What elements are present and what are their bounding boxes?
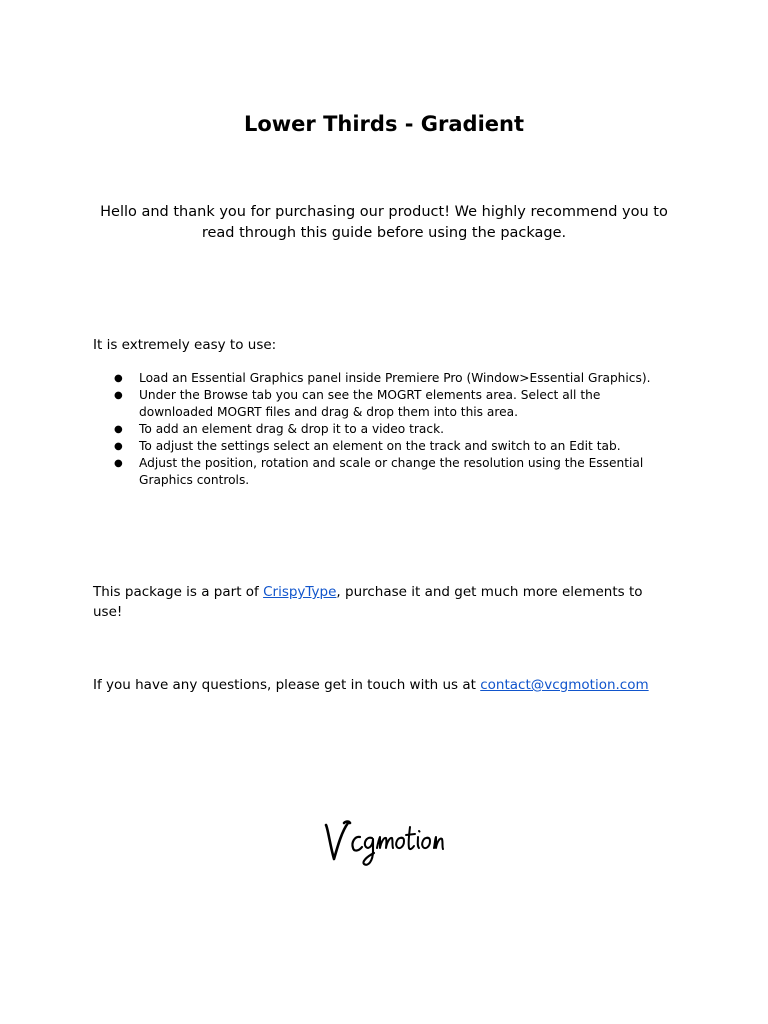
logo-signature-stroke	[352, 837, 362, 851]
steps-list	[93, 370, 678, 489]
package-paragraph	[93, 583, 673, 622]
list-item	[93, 421, 678, 438]
contact-email-link[interactable]: contact@vcgmotion.com	[480, 677, 649, 693]
logo-signature-stroke	[406, 827, 415, 849]
package-text-prefix: This package is a part of	[93, 584, 264, 600]
crispytype-link[interactable]: CrispyType	[263, 584, 337, 600]
step-text: Adjust the position, rotation and scale or change the resolution using the Essential Graphics controls.	[139, 456, 644, 487]
logo-signature-stroke	[326, 822, 350, 860]
bullet-icon: ●	[114, 424, 123, 435]
contact-text-prefix: If you have any questions, please get in touch with us at	[93, 677, 481, 693]
step-text: Load an Essential Graphics panel inside Premiere Pro (Window>Essential Graphics).	[139, 371, 651, 385]
bullet-icon: ●	[114, 373, 123, 384]
vcgmotion-logo	[322, 815, 444, 871]
list-item	[93, 438, 678, 455]
package-text-suffix: , purchase it and get much more elements to use!	[93, 584, 643, 620]
bullet-icon: ●	[114, 441, 123, 452]
step-text: Under the Browse tab you can see the MOGRT elements area. Select all the downloaded MOGRT files and drag & drop them into this area.	[139, 388, 601, 419]
bullet-icon: ●	[114, 390, 123, 401]
logo-signature-stroke	[434, 837, 443, 849]
intro-paragraph: Hello and thank you for purchasing our product! We highly recommend you to read through this guide before using the package.	[100, 204, 668, 241]
list-item	[93, 455, 678, 489]
logo-signature-stroke	[396, 838, 404, 849]
bullet-icon: ●	[114, 458, 123, 469]
usage-heading: It is extremely easy to use:	[93, 337, 277, 353]
list-item	[93, 370, 678, 387]
step-text: To adjust the settings select an element on the track and switch to an Edit tab.	[139, 439, 621, 453]
contact-paragraph	[93, 676, 693, 696]
document-title: Lower Thirds - Gradient	[243, 112, 525, 136]
logo-signature-stroke	[422, 838, 430, 849]
step-text: To add an element drag & drop it to a video track.	[139, 422, 445, 436]
logo-signature-stroke	[418, 831, 420, 848]
logo-signature-stroke	[363, 838, 374, 865]
list-item	[93, 387, 678, 421]
logo-signature-stroke	[377, 837, 393, 848]
